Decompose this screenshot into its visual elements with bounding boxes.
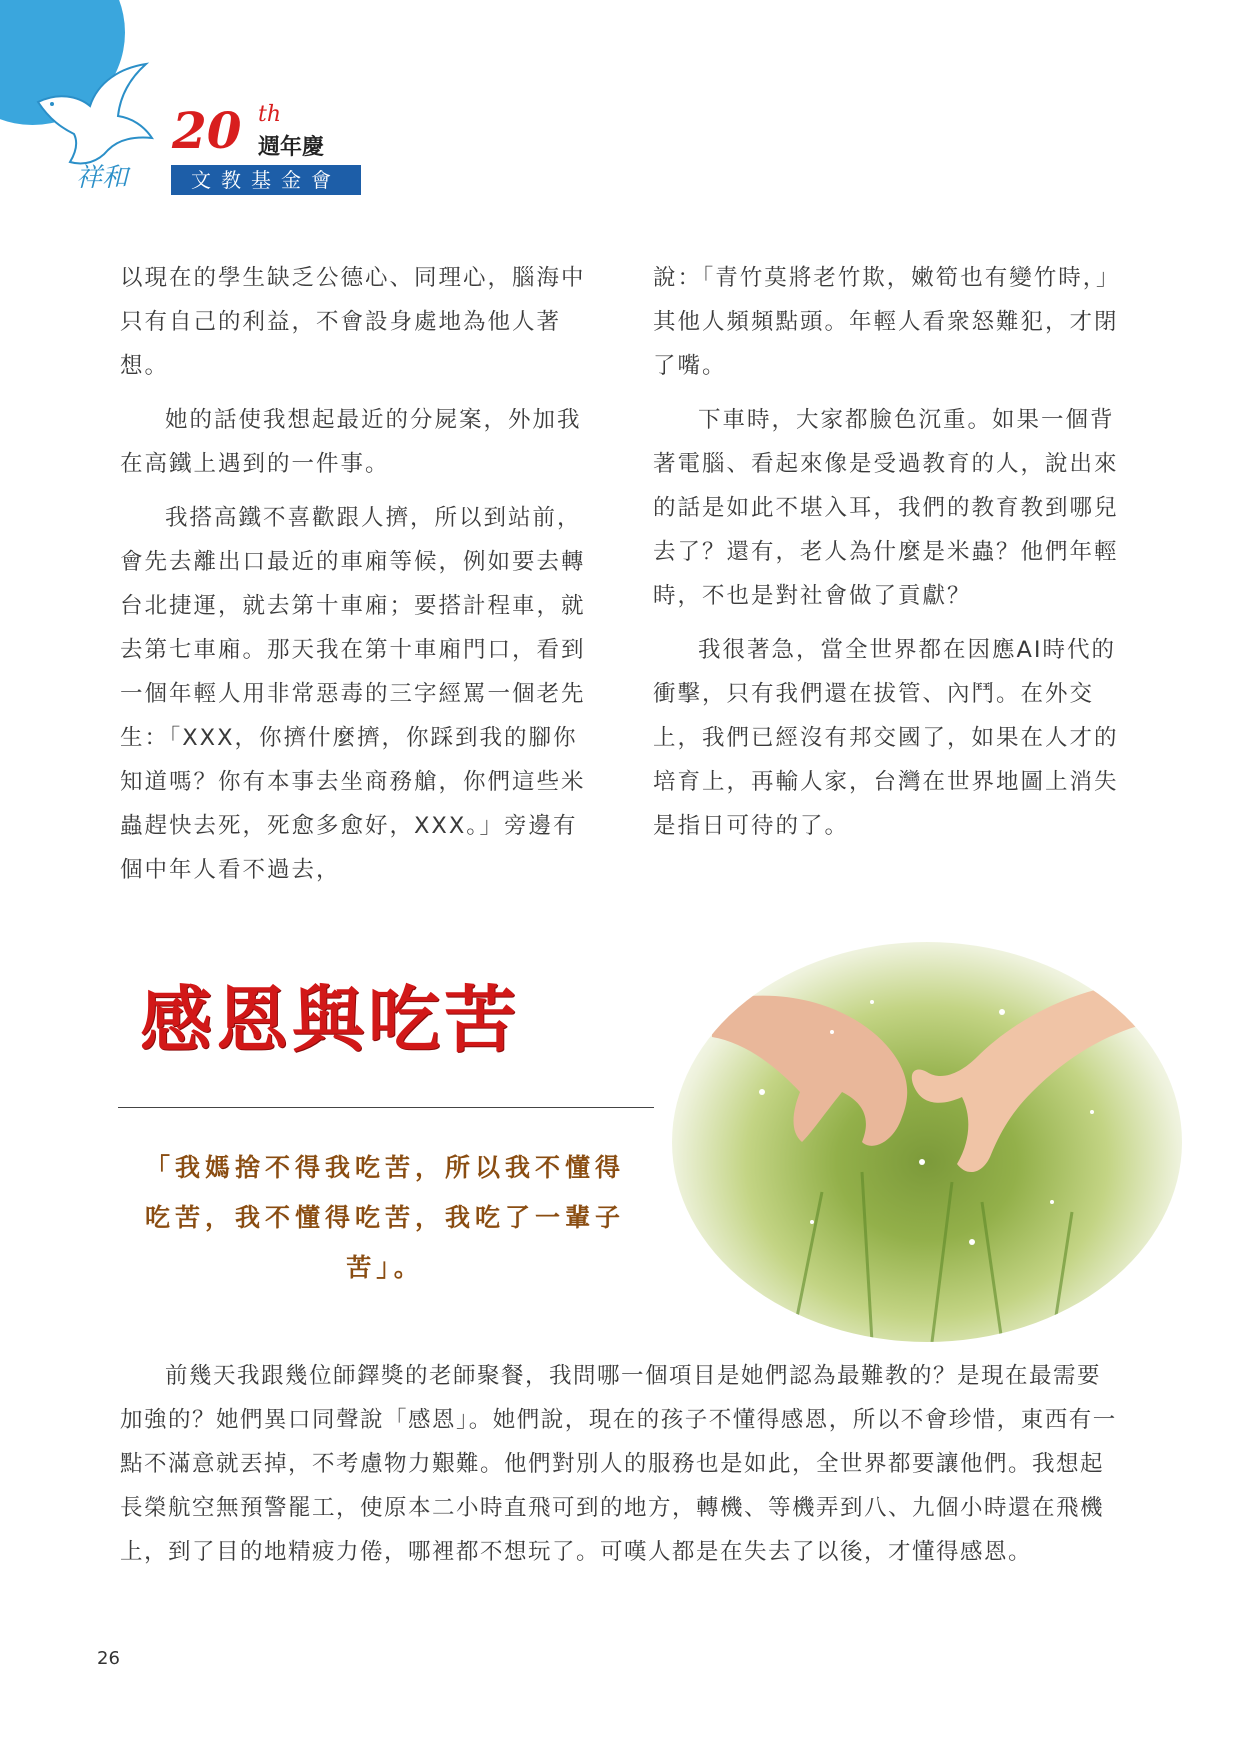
right-paragraph-2: 下車時，大家都臉色沉重。如果一個背著電腦、看起來像是受過教育的人，說出來的話是如此不堪入耳，我們的教育教到哪兒去了？還有，老人為什麼是米蟲？他們年輕時，不也是對社會做了貢獻？	[653, 407, 1119, 609]
section-title: 感恩與吃苦	[140, 977, 521, 1062]
anniversary-label: 週年慶	[258, 134, 325, 160]
right-column	[653, 256, 1133, 858]
holding-hands-photo	[672, 942, 1182, 1342]
anniversary-number: 20	[172, 101, 242, 160]
pull-quote: 「我媽捨不得我吃苦，所以我不懂得吃苦，我不懂得吃苦，我吃了一輩子苦」。	[144, 1153, 625, 1282]
dove-icon	[28, 62, 168, 202]
anniversary-suffix: th	[258, 102, 282, 127]
right-paragraph-3: 我很著急，當全世界都在因應AI時代的衝擊，只有我們還在拔管、內鬥。在外交上，我們已經沒有邦交國了，如果在人才的培育上，再輸人家，台灣在世界地圖上消失是指日可待的了。	[653, 637, 1119, 839]
body-paragraph-wide: 前幾天我跟幾位師鐸獎的老師聚餐，我問哪一個項目是她們認為最難教的？是現在最需要加強的？她們異口同聲說「感恩」。她們說，現在的孩子不懂得感恩，所以不會珍惜，東西有一點不滿意就丟掉，不考慮物力艱難。他們對別人的服務也是如此，全世界都要讓他們。我想起長榮航空無預警罷工，使原本二小時直飛可到的地方，轉機、等機弄到八、九個小時還在飛機上，到了目的地精疲力倦，哪裡都不想玩了。可嘆人都是在失去了以後，才懂得感恩。	[120, 1363, 1117, 1565]
left-column	[120, 256, 600, 902]
page-number: 26	[97, 1648, 120, 1669]
left-paragraph-2: 她的話使我想起最近的分屍案，外加我在高鐵上遇到的一件事。	[120, 407, 582, 477]
right-paragraph-1: 說：「青竹莫將老竹欺，嫩筍也有變竹時，」其他人頻頻點頭。年輕人看衆怒難犯，才閉了嘴。	[653, 265, 1121, 379]
title-divider	[118, 1107, 654, 1108]
left-paragraph-3: 我搭高鐵不喜歡跟人擠，所以到站前，會先去離出口最近的車廂等候，例如要去轉台北捷運，就去第十車廂；要搭計程車，就去第七車廂。那天我在第十車廂門口，看到一個年輕人用非常惡毒的三字經罵一個老先生：「XXX，你擠什麼擠，你踩到我的腳你知道嗎？你有本事去坐商務艙，你們這些米蟲趕快去死，死愈多愈好，XXX。」旁邊有個中年人看不過去，	[120, 505, 586, 883]
foundation-name-bar: 文教基金會	[171, 165, 361, 195]
logo-script-text: 祥和	[76, 163, 129, 193]
left-paragraph-1: 以現在的學生缺乏公德心、同理心，腦海中只有自己的利益，不會設身處地為他人著想。	[120, 265, 586, 379]
holding-hands-illustration	[672, 942, 1182, 1342]
